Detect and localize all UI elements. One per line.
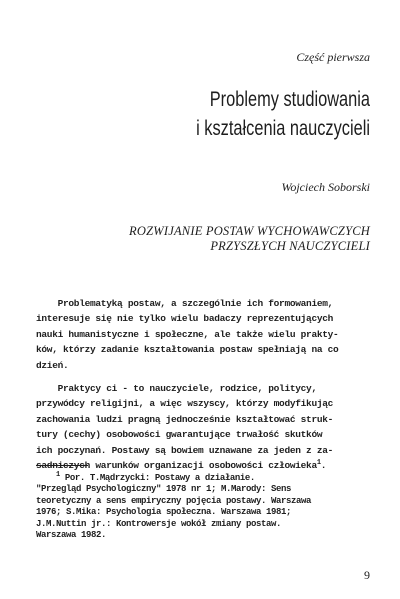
article-subtitle [40, 224, 370, 254]
footnote-line: Warszawa 1982. [36, 529, 107, 540]
body-line-text: sadniczych warunków organizacji osobowości człowieka [36, 459, 317, 471]
body-line: nauki humanistyczne i społeczne, ale także wielu prakty- [36, 328, 339, 340]
footnote-line: J.M.Nuttin jr.: Kontrowersje wokół zmiany postaw. [36, 518, 282, 529]
body-line: sadniczych warunków organizacji osobowości człowieka$^1$. [36, 458, 327, 471]
chapter-title-line-1: Problemy studiowania [209, 88, 370, 111]
chapter-title [136, 85, 370, 143]
footnote-number: 1 [56, 471, 60, 479]
footnote-separator [36, 465, 88, 466]
author-name: Wojciech Soborski [281, 180, 370, 194]
paragraph-1 [36, 296, 372, 373]
footnote-line: 1976; S.Mika: Psychologia społeczna. Warszawa 1981; [36, 507, 292, 518]
body-line: Praktycy ci - to nauczyciele, rodzice, politycy, [36, 382, 317, 394]
footnote-line: "Przegląd Psychologiczny" 1978 nr 1; M.Marody: Sens [36, 484, 292, 495]
body-text [36, 296, 372, 473]
footnote-line [36, 473, 372, 484]
body-line: ich poczynań. Postawy są bowiem uznawane za jeden z za- [36, 444, 334, 456]
footnote-first-line: Por. T.Mądrzycki: Postawy a działanie. [59, 473, 255, 483]
footnote [36, 473, 372, 541]
body-line: tury (cechy) osobowości gwarantujące trwałość skutków [36, 429, 323, 441]
page-number: 9 [364, 568, 370, 582]
body-line: interesuje się nie tylko wielu badaczy reprezentujących [36, 313, 334, 325]
body-line: Problematyką postaw, a szczególnie ich formowaniem, [36, 298, 334, 309]
footnote-line: teoretyczny a sens empiryczny pojęcia postawy. Warszawa [36, 495, 312, 506]
body-line: ków, którzy zadanie kształtowania postaw spełniają na co [36, 344, 339, 356]
chapter-title-line-2: i kształcenia nauczycieli [196, 117, 370, 140]
footnote-reference[interactable]: 1 [316, 458, 321, 467]
body-line: zachowania ludzi pragną jednocześnie kształtować struk- [36, 413, 334, 425]
body-line: dzień. [36, 359, 69, 371]
subtitle-line-2: PRZYSZŁYCH NAUCZYCIELI [210, 239, 370, 253]
part-heading: Część pierwsza [296, 50, 370, 64]
paragraph-2 [36, 381, 372, 473]
subtitle-line-1: ROZWIJANIE POSTAW WYCHOWAWCZYCH [129, 224, 370, 238]
body-line: przywódcy religijni, a więc wszyscy, którzy modyfikując [36, 398, 334, 410]
